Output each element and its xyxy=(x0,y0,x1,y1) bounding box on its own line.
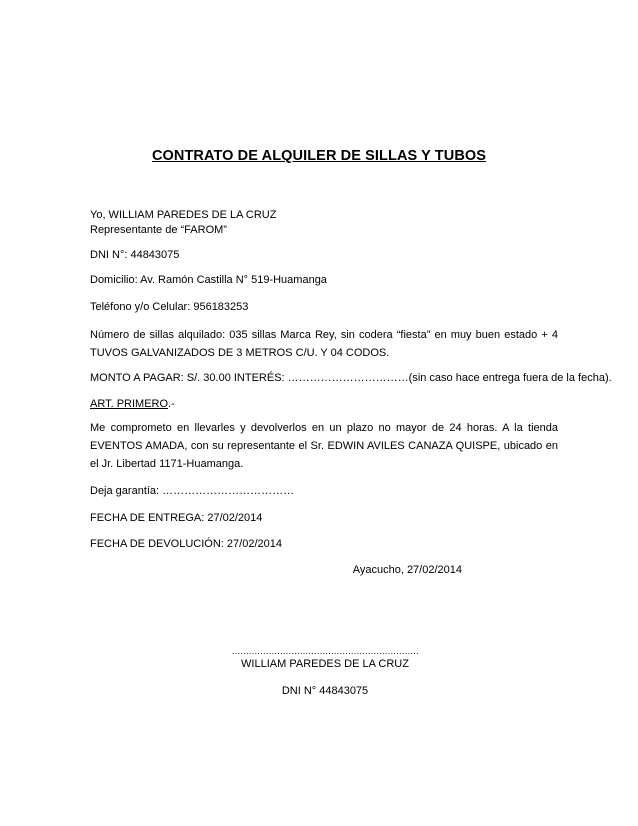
dni-line: DNI N°: 44843075 xyxy=(90,249,180,261)
signature-line: ………………………………………………………… xyxy=(231,646,419,656)
fecha-entrega-line: FECHA DE ENTREGA: 27/02/2014 xyxy=(90,512,263,524)
article-heading xyxy=(90,396,558,412)
domicilio-line: Domicilio: Av. Ramón Castilla N° 519-Huamanga xyxy=(90,274,327,286)
compromiso-paragraph: Me comprometo en llevarles y devolverlos en un plazo no mayor de 24 horas. A la tienda EVENTOS AMADA, con su representante el Sr. EDWIN AVILES CANAZA QUISPE, ubicado en el Jr. Libertad 1171-Huamanga. xyxy=(90,422,558,470)
article-label: ART. PRIMERO xyxy=(90,398,169,410)
signature-name: WILLIAM PAREDES DE LA CRUZ xyxy=(241,658,409,670)
numero-sillas-paragraph: Número de sillas alquilado: 035 sillas Marca Rey, sin codera “fiesta” en muy buen estado + 4 TUVOS GALVANIZADOS DE 3 METROS C/U. Y 04 CODOS. xyxy=(90,329,558,359)
party-representative: Representante de “FAROM” xyxy=(90,224,227,236)
article-suffix: .- xyxy=(168,398,175,410)
place-date: Ayacucho, 27/02/2014 xyxy=(352,564,462,576)
fecha-devolucion-line: FECHA DE DEVOLUCIÓN: 27/02/2014 xyxy=(90,538,282,550)
telefono-line: Teléfono y/o Celular: 956183253 xyxy=(90,301,249,313)
signature-dni: DNI N° 44843075 xyxy=(281,685,369,697)
party-name: Yo, WILLIAM PAREDES DE LA CRUZ xyxy=(90,209,277,221)
garantia-line: Deja garantía: ……………………………… xyxy=(90,485,295,497)
monto-line: MONTO A PAGAR: S/. 30.00 INTERÉS: ……………………………(sin caso hace entrega fuera de la fecha). xyxy=(90,372,612,384)
document-title: CONTRATO DE ALQUILER DE SILLAS Y TUBOS xyxy=(151,148,487,164)
